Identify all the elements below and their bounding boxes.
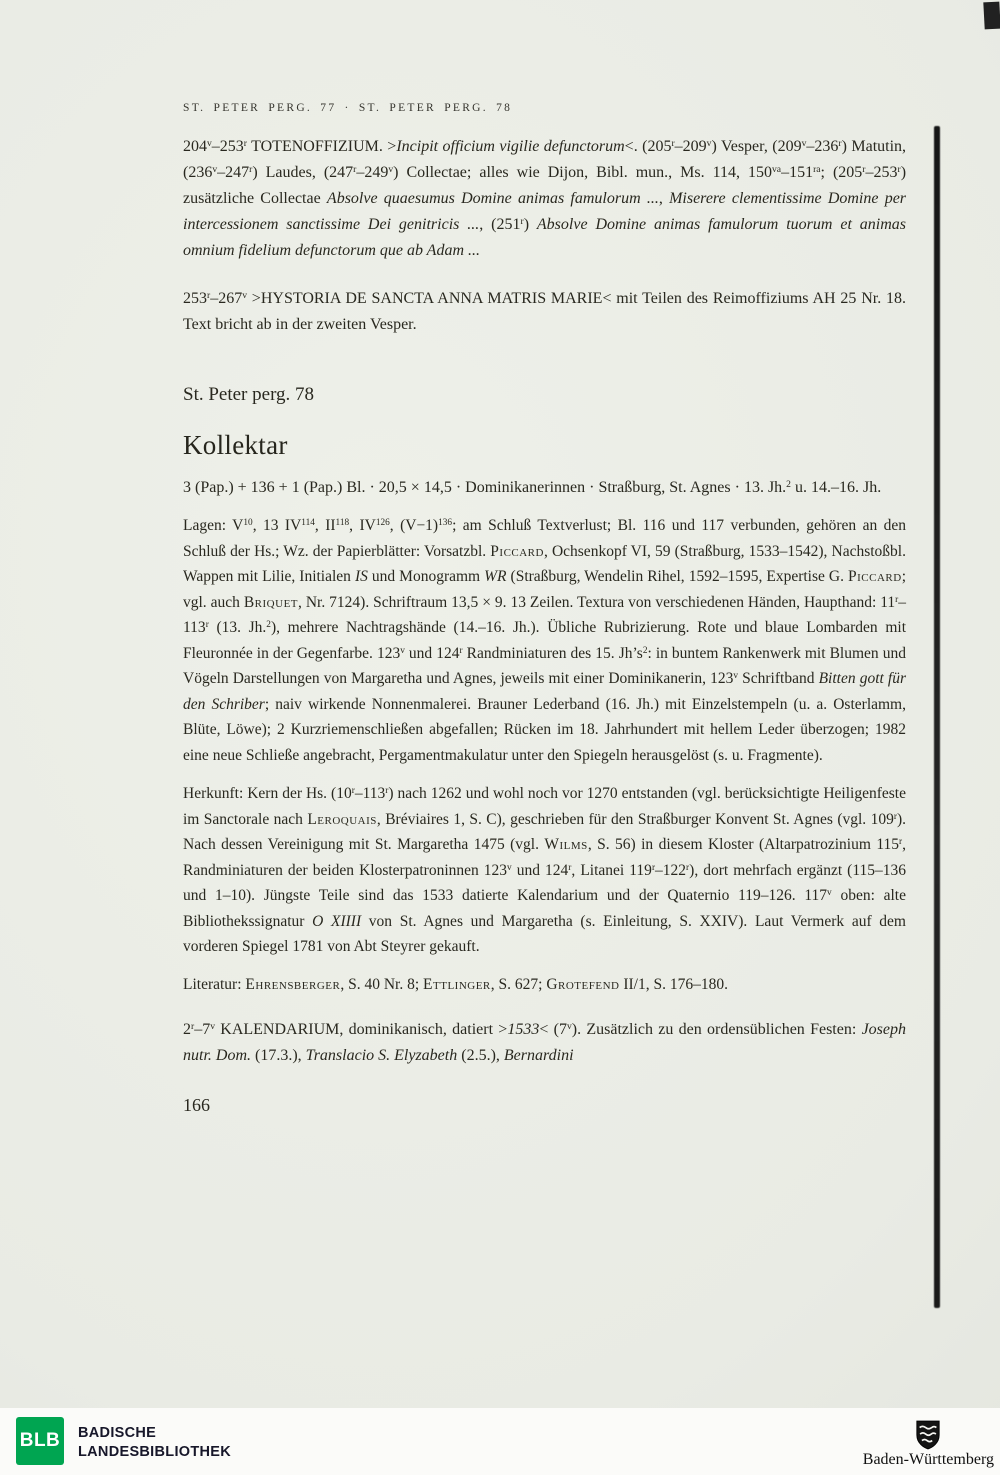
running-header: ST. PETER PERG. 77 · ST. PETER PERG. 78 (183, 102, 513, 114)
entry-78-title: Kollektar (183, 430, 288, 460)
baden-wuerttemberg-mark (863, 1420, 994, 1469)
text-block (183, 102, 906, 1116)
library-name (78, 1424, 231, 1462)
footer-band (0, 1408, 1000, 1475)
scan-edge-shadow (934, 126, 940, 1308)
entry-78-kalendarium-paragraph: 2$^r$–7$^v$ KALENDARIUM, dominikanisch, datiert $>1533< (7^v)$. Zusätzlich zu den ordensüblichen Festen: Joseph nutr. Dom. (17.3.), Translacio S. Elyzabeth (2.5.), Bernardini (183, 1021, 907, 1064)
entry-78-lagen-paragraph: Lagen: $V^{10}$, 13 IV$^{114}$, II$^{118}$, IV$^{126}$, $(V-1)^{136}$; am Schluß Textverlust; Bl. 116 und 117 verbunden, gehören an den Schluß der Hs.; Wz. der Papierblätter: Vorsatzbl. Piccard, Ochsenkopf VI, 59 (Straßburg, 1533–1542), Nachstoßbl. Wappen mit Lilie, Initialen IS und Monogramm WR (Straßburg, Wendelin Rihel, 1592–1595, Expertise G. Piccard; vgl. auch Briquet, Nr. 7124). Schriftraum 13,5 × 9. 13 Zeilen. Textura von verschiedenen Händen, Haupthand: 11$^r$–113$^r$ (13. Jh.$^2$), mehrere Nachtragshände (14.–16. Jh.). Übliche Rubrizierung. Rote und blaue Lombarden mit Fleuronnée in der Gegenfarbe. 123$^v$ und 124$^r$ Randminiaturen des 15. $Jh’s^2$: in buntem Rankenwerk mit Blumen und Vögeln Darstellungen von Margaretha und Agnes, jeweils mit einer Dominikanerin, 123$^v$ Schriftband Bitten gott für den Schriber; naiv wirkende Nonnenmalerei. Brauner Lederband (16. Jh.) mit Einzelstempeln (u. a. Osterlamm, Blüte, Löwe); 2 Kurzriemenschließen abgefallen; Rücken im 18. Jahrhundert mit hellem Leder überzogen; 1982 eine neue Schließe angebracht, Pergamentmakulatur unter den Spiegeln herausgelöst (s. u. Fragmente). (183, 517, 907, 764)
entry-78-physical-description: 3 (Pap.) + 136 + 1 (Pap.) Bl. · 20,5 × 14,5 · Dominikanerinnen · Straßburg, St. Agnes · 13. Jh.$^2$ u. 14.–16. Jh. (183, 479, 882, 496)
region-label: Baden-Württemberg (862, 1451, 994, 1468)
entry-78-signature-heading: St. Peter perg. 78 (183, 384, 315, 405)
library-name-line2: LANDESBIBLIOTHEK (78, 1444, 232, 1460)
page-number: 166 (183, 1095, 210, 1115)
library-name-line1: BADISCHE (78, 1425, 157, 1441)
coat-of-arms-icon (915, 1420, 941, 1450)
entry-77-hystoria-paragraph: $253^r-267^v$ >HYSTORIA DE SANCTA ANNA MATRIS MARIE< mit Teilen des Reimoffiziums AH 25 Nr. 18. Text bricht ab in der zweiten Vesper. (183, 290, 906, 333)
entry-78-literatur-line: Literatur: Ehrensberger, S. 40 Nr. 8; Ettlinger, S. 627; Grotefend II/1, S. 176–180. (183, 975, 728, 993)
entry-77-totenoffizium-paragraph: 204$^v$–253$^r$ TOTENOFFIZIUM. >Incipit officium vigilie defunctorum<. (205$^r$–209$^v$) Vesper, (209$^v$–236$^r$) Matutin, (236$^v$–247$^r$) Laudes, (247$^r$–249$^v$) Collectae; alles wie Dijon, Bibl. mun., Ms. 114, $150^{va}-151^{ra}$; (205$^r$–253$^r$) zusätzliche Collectae Absolve quaesumus Domine animas famulorum ..., Miserere clementissime Domine per intercessionem sanctissime Dei genitricis ..., (251$^r$) Absolve Domine animas famulorum tuorum et animas omnium fidelium defunctorum que ab Adam ... (183, 138, 907, 259)
blb-logo: BLB (16, 1417, 64, 1465)
scan-corner-mark (983, 2, 1000, 30)
entry-78-herkunft-paragraph: Herkunft: Kern der Hs. (10$^r$–113$^r$) nach 1262 und wohl noch vor 1270 entstanden (vgl. berücksichtigte Heiligenfeste im Sanctorale nach Leroquais, Bréviaires 1, S. C), geschrieben für den Straßburger Konvent St. Agnes (vgl. 109$^r$). Nach dessen Vereinigung mit St. Margaretha 1475 (vgl. Wilms, S. 56) in diesem Kloster (Altarpatrozinium 115$^r$, Randminiaturen der beiden Klosterpatroninnen 123$^v$ und 124$^r$, Litanei 119$^r$–122$^r$), dort mehrfach ergänzt (115–136 und 1–10). Jüngste Teile sind das 1533 datierte Kalendarium und der Quaternio 119–126. 117$^v$ oben: alte Bibliothekssignatur O XIIII von St. Agnes und Margaretha (s. Einleitung, S. XXIV). Laut Vermerk auf dem vorderen Spiegel 1781 von Abt Steyrer gekauft. (183, 785, 907, 955)
